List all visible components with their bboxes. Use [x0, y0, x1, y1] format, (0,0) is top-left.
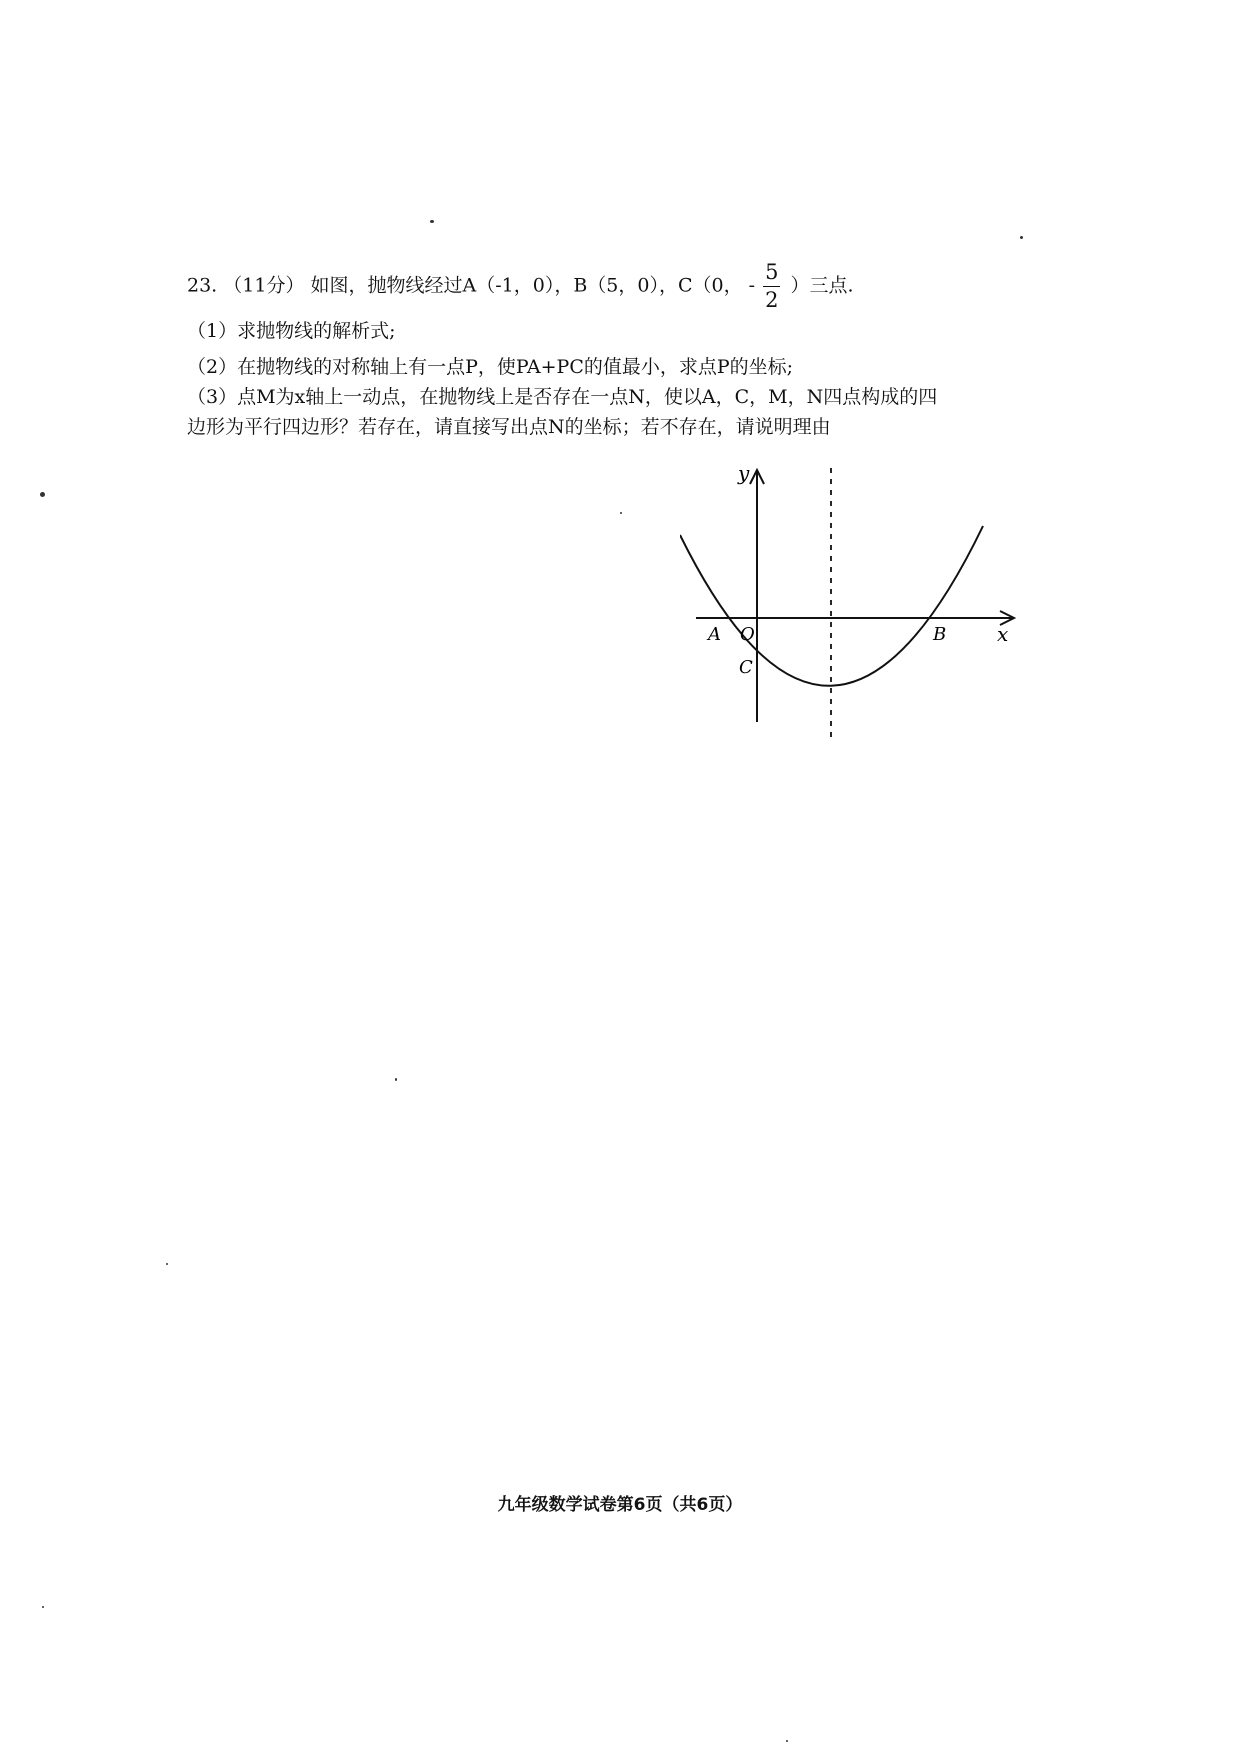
fraction-denominator: 2	[765, 288, 779, 312]
scan-speck	[786, 1740, 788, 1742]
scan-speck	[395, 1078, 397, 1081]
fraction-sign: -	[748, 274, 756, 297]
scan-speck	[42, 1606, 44, 1608]
sub-question-text: 在抛物线的对称轴上有一点P，使PA+PC的值最小，求点P的坐标;	[237, 356, 794, 378]
fraction-numerator: 5	[763, 262, 780, 287]
point-a-label: A	[708, 624, 721, 645]
x-axis-label: x	[997, 622, 1009, 646]
sub-question-3	[187, 382, 1007, 442]
question-number: 23.	[187, 274, 218, 297]
question-stem	[187, 262, 1047, 311]
page-footer: 九年级数学试卷第6页（共6页）	[497, 1495, 743, 1515]
sub-question-text: 求抛物线的解析式;	[237, 320, 396, 342]
sub-question-2	[187, 352, 1007, 382]
scan-speck	[620, 512, 622, 514]
point-c-label: C	[739, 657, 753, 678]
sub-question-1	[187, 316, 1007, 346]
point-b-label: B	[933, 624, 947, 645]
fraction	[763, 262, 780, 311]
sub-question-text: 点M为x轴上一动点，在抛物线上是否存在一点N，使以A，C，M，N四点构成的四	[237, 386, 938, 408]
sub-question-label: （3）	[187, 386, 238, 408]
origin-label: O	[740, 624, 755, 645]
scan-speck	[166, 1263, 168, 1265]
scan-speck	[40, 492, 45, 497]
sub-question-label: （1）	[187, 320, 238, 342]
question-score: （11分）	[223, 274, 305, 297]
parabola-figure	[680, 460, 1030, 760]
question-text: 如图，抛物线经过A（-1，0），B（5，0），C（0，	[310, 274, 743, 297]
sub-question-label: （2）	[187, 356, 238, 378]
sub-question-text-continued: 边形为平行四边形？若存在，请直接写出点N的坐标；若不存在，请说明理由	[187, 416, 831, 438]
question-text-end: ）三点.	[790, 274, 854, 297]
scan-speck	[430, 220, 434, 223]
y-axis-label: y	[738, 461, 750, 485]
scan-speck	[1020, 236, 1023, 239]
